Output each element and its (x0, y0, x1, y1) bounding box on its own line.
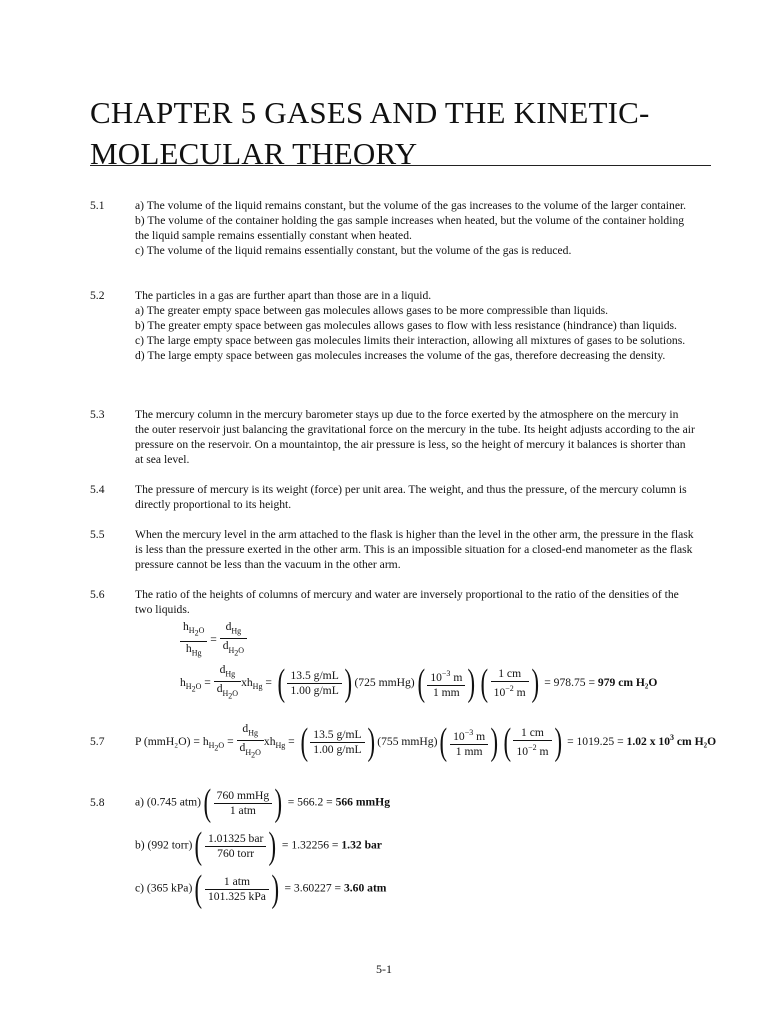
ratio-equation: $\frac{h_{H_2O}}{h_{Hg}}$ = $\frac{d_{Hg}}{d_{H_2O}}$ (180, 620, 247, 660)
conversion-a: a) (0.745 atm)( $\frac{\text{760 mmHg}}{\text{1 atm}}$ ) = 566.2 = 566 mmHg (135, 782, 390, 824)
problem-number: 5.4 (90, 483, 105, 496)
density-fraction: $\frac{13.5 g/mL}{1.00 g/mL}$ (287, 669, 341, 698)
answer-line: b) The volume of the container holding the gas sample increases when heated, but the volume of the container holding the liquid sample remains essentially constant when heated. (135, 214, 685, 242)
answer-5-6: 979 cm H₂O (597, 675, 658, 689)
mm-conversion: $\frac{10^{-3} m}{1 mm}$ (427, 667, 465, 700)
conversion-c: c) (365 kPa)( $\frac{\text{1 atm}}{\text{101.325 kPa}}$ ) = 3.60227 = 3.60 atm (135, 868, 387, 910)
answer-line: The pressure of mercury is its weight (force) per unit area. The weight, and thus the pressure, of the mercury column is directly proportional to its height. (135, 483, 687, 511)
answer-line: The mercury column in the mercury barometer stays up due to the force exerted by the atmosphere on the mercury in the outer reservoir just balancing the gravitational force on the mercury in the tube. Its height adjusts according to the air pressure on the reservoir. On a mountaintop, the air pressure is less, so the height of mercury it balances is shorter than at sea level. (135, 408, 695, 466)
answer-line: c) The large empty space between gas molecules limits their interaction, allowing all mixtures of gases to be solutions. (135, 334, 686, 347)
problem-number: 5.7 (90, 735, 105, 748)
answer-5-8-c: 3.60 atm (343, 881, 387, 895)
answer-line: b) The greater empty space between gas molecules allows gases to flow with less resistance (hindrance) than liquids. (135, 319, 677, 332)
answer-5-8-b: 1.32 bar (341, 838, 382, 852)
problem-number: 5.5 (90, 528, 105, 541)
problem-number: 5.2 (90, 289, 105, 302)
answer-5-7: 1.02 x $10^3$ cm H₂O (626, 732, 717, 748)
answer-line: d) The large empty space between gas molecules increases the volume of the gas, therefore decreasing the density. (135, 349, 666, 362)
title-rule (90, 165, 711, 166)
conversion-b: b) (992 torr)( $\frac{\text{1.01325 bar}}{\text{760 torr}}$ ) = 1.32256 = 1.32 bar (135, 825, 382, 867)
problem-number: 5.3 (90, 408, 105, 421)
answer-line: a) The volume of the liquid remains constant, but the volume of the gas increases to the volume of the larger container. (135, 199, 687, 212)
cm-conversion: $\frac{1 cm}{10^{-2} m}$ (491, 667, 529, 700)
page-title: CHAPTER 5 GASES AND THE KINETIC-MOLECULAR THEORY (90, 95, 650, 171)
problem-number: 5.8 (90, 796, 105, 809)
answer-5-8-a: 566 mmHg (335, 795, 390, 809)
pressure-calculation: P $(mmH_2O) = h_{H_2O}$ = $\frac{d_{Hg}}{d_{H_2O}}$ $xh_{Hg}$ = ( $\frac{13.5 g/mL}{1.00 g/mL}$ ) (755 mmHg)( $\frac{10^{-3} m}{1 mm}$ ) ( $\frac{1 cm}{10^{-2} m}$ ) = 1019.25 = 1.02 x $10^3$ cm H₂O (135, 721, 717, 764)
answer-line: a) The greater empty space between gas molecules allows gases to be more compressible than liquids. (135, 304, 609, 317)
answer-line: c) The volume of the liquid remains essentially constant, but the volume of the gas is reduced. (135, 244, 572, 257)
answer-line: When the mercury level in the arm attached to the flask is higher than the level in the other arm, the pressure in the flask is less than the pressure exerted in the other arm. This is an impossible situation for a closed-end manometer as the flask pressure cannot be less than the vacuum in the other arm. (135, 528, 694, 571)
problem-number: 5.6 (90, 588, 105, 601)
height-ratio: $\frac{h_{H_2O}}{h_{Hg}}$ (180, 620, 207, 660)
problem-number: 5.1 (90, 199, 105, 212)
page-number: 5-1 (376, 962, 392, 976)
density-ratio: $\frac{d_{Hg}}{d_{H_2O}}$ (220, 620, 247, 660)
answer-line: The ratio of the heights of columns of mercury and water are inversely proportional to the ratio of the densities of the two liquids. (135, 588, 679, 616)
answer-line: The particles in a gas are further apart than those are in a liquid. (135, 289, 432, 302)
height-calculation: $h_{H_2O}$ = $\frac{d_{Hg}}{d_{H_2O}}$ $xh_{Hg}$ = ( $\frac{13.5 g/mL}{1.00 g/mL}$ ) (725 mmHg)( $\frac{10^{-3} m}{1 mm}$ ) ( $\frac{1 cm}{10^{-2} m}$ ) = 978.75 = 979 cm H₂O (180, 662, 658, 705)
